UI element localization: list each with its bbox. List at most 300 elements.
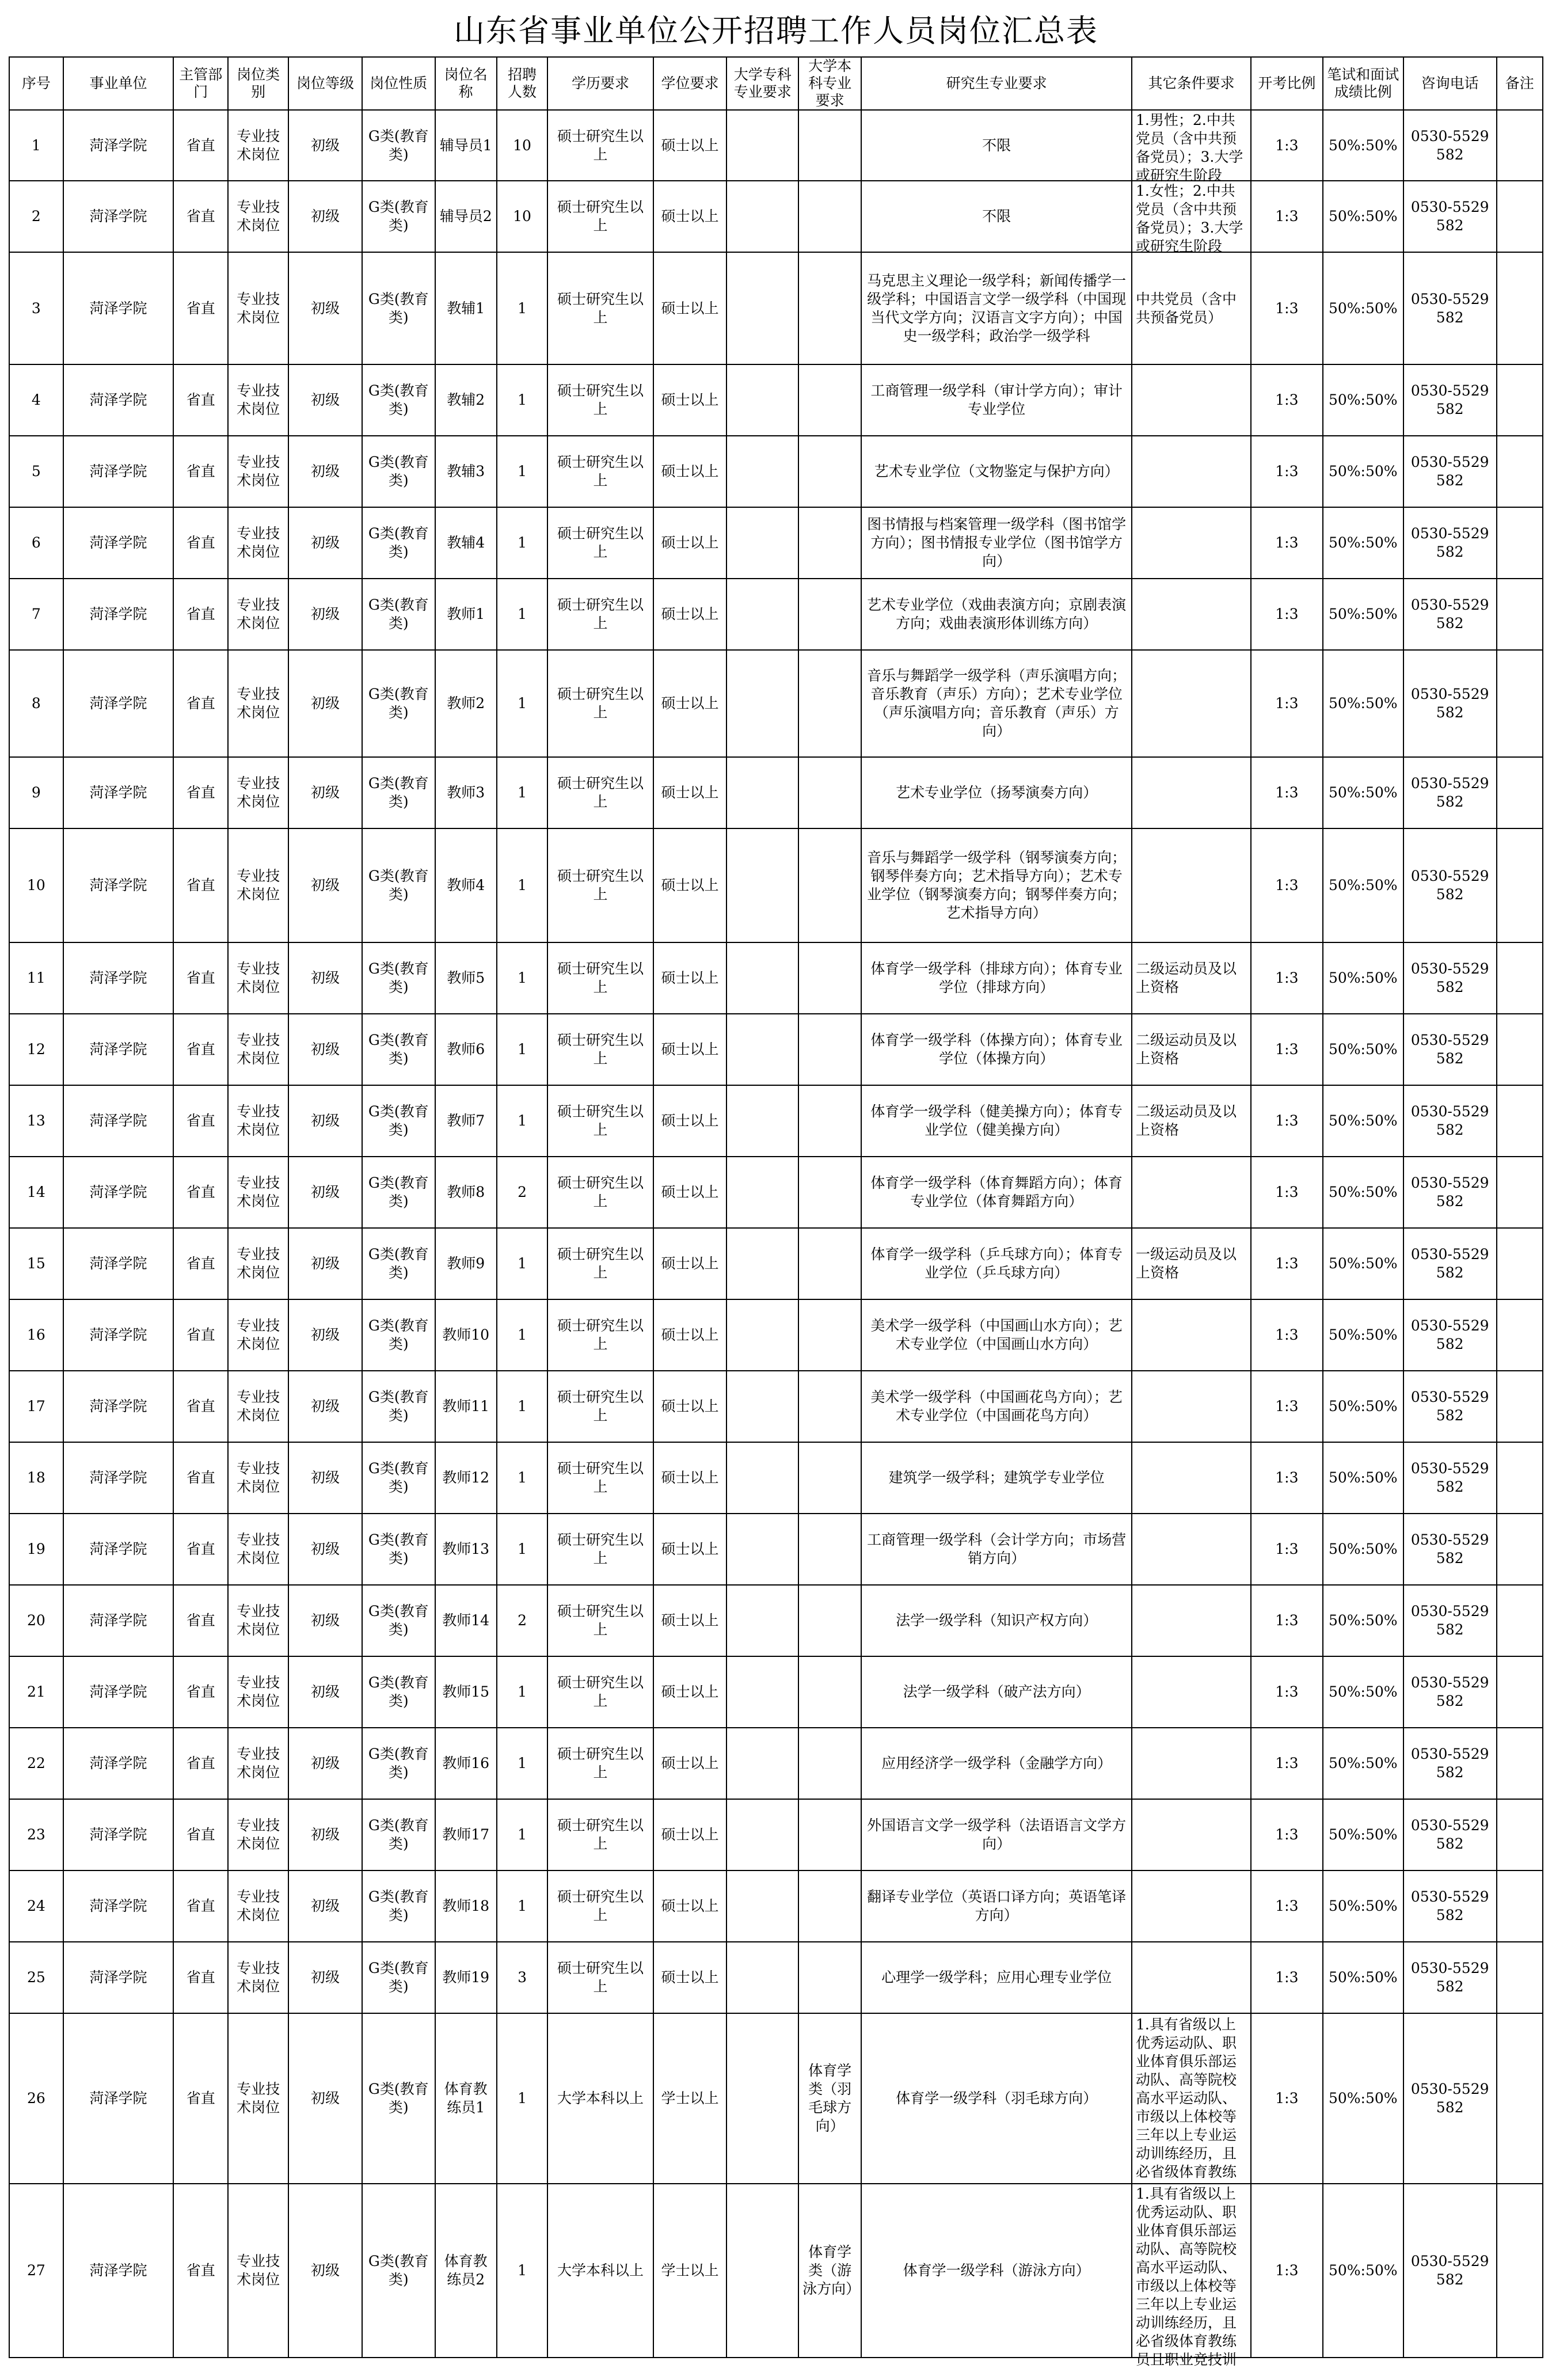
cell-degree: 学士以上 [653,2184,727,2358]
cell-count: 1 [497,757,548,828]
cell-phone: 0530-5529582 [1403,1371,1497,1442]
cell-degree: 硕士以上 [653,110,727,181]
cell-bachelor-major [798,436,861,507]
cell-no: 21 [9,1656,63,1728]
cell-nature: G类(教育类) [362,252,435,364]
cell-category: 专业技术岗位 [228,1799,288,1870]
cell-category: 专业技术岗位 [228,1942,288,2013]
cell-unit: 菏泽学院 [63,2184,174,2358]
cell-nature: G类(教育类) [362,1799,435,1870]
cell-count: 2 [497,1157,548,1228]
cell-position-name: 教师18 [435,1870,497,1942]
cell-no: 22 [9,1728,63,1799]
table-row [9,1585,1543,1656]
cell-junior-major [726,828,798,942]
cell-exam-ratio: 1:3 [1251,1157,1323,1228]
cell-category: 专业技术岗位 [228,2184,288,2358]
table-header-row [9,57,1543,110]
cell-exam-ratio: 1:3 [1251,1799,1323,1870]
cell-graduate-major: 体育学一级学科（乒乓球方向）；体育专业学位（乒乓球方向） [861,1228,1132,1299]
table-row [9,579,1543,650]
cell-dept: 省直 [173,436,228,507]
cell-position-name: 教辅2 [435,364,497,436]
cell-junior-major [726,757,798,828]
cell-nature: G类(教育类) [362,2013,435,2184]
cell-education: 硕士研究生以上 [547,507,653,579]
table-row [9,1442,1543,1514]
cell-degree: 硕士以上 [653,436,727,507]
cell-graduate-major: 心理学一级学科；应用心理专业学位 [861,1942,1132,2013]
col-header-other-conditions: 其它条件要求 [1132,57,1251,110]
cell-dept: 省直 [173,1799,228,1870]
cell-unit: 菏泽学院 [63,2013,174,2184]
cell-graduate-major: 艺术专业学位（扬琴演奏方向） [861,757,1132,828]
cell-exam-ratio: 1:3 [1251,1585,1323,1656]
cell-other-conditions [1132,1299,1251,1371]
cell-phone: 0530-5529582 [1403,828,1497,942]
cell-nature: G类(教育类) [362,1870,435,1942]
cell-category: 专业技术岗位 [228,507,288,579]
cell-junior-major [726,1870,798,1942]
cell-phone: 0530-5529582 [1403,181,1497,252]
cell-category: 专业技术岗位 [228,1870,288,1942]
table-row [9,364,1543,436]
cell-count: 1 [497,2184,548,2358]
cell-position-name: 教师11 [435,1371,497,1442]
cell-unit: 菏泽学院 [63,650,174,757]
cell-position-name: 教师16 [435,1728,497,1799]
cell-score-ratio: 50%:50% [1323,110,1403,181]
cell-exam-ratio: 1:3 [1251,1442,1323,1514]
cell-level: 初级 [288,1585,362,1656]
cell-other-conditions [1132,1728,1251,1799]
cell-degree: 硕士以上 [653,1870,727,1942]
cell-dept: 省直 [173,1085,228,1157]
cell-exam-ratio: 1:3 [1251,364,1323,436]
cell-count: 1 [497,1656,548,1728]
cell-degree: 硕士以上 [653,1014,727,1085]
cell-education: 硕士研究生以上 [547,828,653,942]
cell-category: 专业技术岗位 [228,436,288,507]
cell-count: 1 [497,1299,548,1371]
cell-junior-major [726,507,798,579]
cell-degree: 硕士以上 [653,579,727,650]
cell-category: 专业技术岗位 [228,1299,288,1371]
cell-unit: 菏泽学院 [63,757,174,828]
cell-score-ratio: 50%:50% [1323,2184,1403,2358]
cell-score-ratio: 50%:50% [1323,1085,1403,1157]
col-header-position-name: 岗位名称 [435,57,497,110]
table-row [9,1371,1543,1442]
cell-dept: 省直 [173,1942,228,2013]
cell-position-name: 辅导员2 [435,181,497,252]
table-row [9,1870,1543,1942]
cell-bachelor-major [798,1514,861,1585]
cell-bachelor-major [798,1371,861,1442]
cell-unit: 菏泽学院 [63,252,174,364]
cell-position-name: 教师13 [435,1514,497,1585]
cell-no: 13 [9,1085,63,1157]
cell-education: 硕士研究生以上 [547,1085,653,1157]
cell-note [1497,1157,1543,1228]
cell-degree: 硕士以上 [653,181,727,252]
cell-score-ratio: 50%:50% [1323,436,1403,507]
cell-note [1497,579,1543,650]
cell-category: 专业技术岗位 [228,1514,288,1585]
cell-phone: 0530-5529582 [1403,1228,1497,1299]
col-header-phone: 咨询电话 [1403,57,1497,110]
cell-level: 初级 [288,364,362,436]
cell-count: 1 [497,1870,548,1942]
cell-level: 初级 [288,1228,362,1299]
cell-degree: 学士以上 [653,2013,727,2184]
cell-level: 初级 [288,1371,362,1442]
cell-no: 27 [9,2184,63,2358]
cell-dept: 省直 [173,1656,228,1728]
cell-exam-ratio: 1:3 [1251,1514,1323,1585]
col-header-level: 岗位等级 [288,57,362,110]
cell-score-ratio: 50%:50% [1323,1728,1403,1799]
table-row [9,1228,1543,1299]
col-header-nature: 岗位性质 [362,57,435,110]
cell-other-conditions [1132,1656,1251,1728]
cell-exam-ratio: 1:3 [1251,1014,1323,1085]
table-row [9,1799,1543,1870]
cell-nature: G类(教育类) [362,1585,435,1656]
cell-note [1497,1656,1543,1728]
cell-note [1497,1228,1543,1299]
cell-count: 1 [497,1085,548,1157]
cell-note [1497,1014,1543,1085]
cell-education: 硕士研究生以上 [547,1585,653,1656]
cell-note [1497,110,1543,181]
cell-level: 初级 [288,1299,362,1371]
cell-phone: 0530-5529582 [1403,252,1497,364]
table-row [9,942,1543,1014]
cell-level: 初级 [288,2184,362,2358]
cell-degree: 硕士以上 [653,1085,727,1157]
cell-count: 1 [497,364,548,436]
cell-junior-major [726,942,798,1014]
cell-graduate-major: 音乐与舞蹈学一级学科（声乐演唱方向；音乐教育（声乐）方向）；艺术专业学位（声乐演唱方向；音乐教育（声乐）方向） [861,650,1132,757]
cell-education: 硕士研究生以上 [547,1870,653,1942]
cell-category: 专业技术岗位 [228,1014,288,1085]
cell-exam-ratio: 1:3 [1251,828,1323,942]
cell-education: 硕士研究生以上 [547,1442,653,1514]
cell-unit: 菏泽学院 [63,1371,174,1442]
cell-exam-ratio: 1:3 [1251,1299,1323,1371]
cell-count: 2 [497,1585,548,1656]
cell-no: 16 [9,1299,63,1371]
table-row [9,436,1543,507]
cell-category: 专业技术岗位 [228,1442,288,1514]
cell-degree: 硕士以上 [653,1942,727,2013]
cell-education: 大学本科以上 [547,2184,653,2358]
cell-level: 初级 [288,1799,362,1870]
cell-unit: 菏泽学院 [63,1799,174,1870]
cell-nature: G类(教育类) [362,1157,435,1228]
cell-education: 硕士研究生以上 [547,757,653,828]
cell-count: 1 [497,2013,548,2184]
table-row [9,1299,1543,1371]
cell-graduate-major: 体育学一级学科（体操方向）；体育专业学位（体操方向） [861,1014,1132,1085]
cell-education: 硕士研究生以上 [547,1514,653,1585]
cell-junior-major [726,1228,798,1299]
cell-position-name: 教辅3 [435,436,497,507]
cell-count: 1 [497,252,548,364]
cell-no: 26 [9,2013,63,2184]
cell-graduate-major: 法学一级学科（知识产权方向） [861,1585,1132,1656]
cell-other-conditions [1132,507,1251,579]
cell-other-conditions [1132,650,1251,757]
cell-score-ratio: 50%:50% [1323,1585,1403,1656]
recruitment-table [9,56,1543,2368]
cell-category: 专业技术岗位 [228,1085,288,1157]
table-row [9,1728,1543,1799]
cell-no: 11 [9,942,63,1014]
cell-degree: 硕士以上 [653,252,727,364]
cell-category: 专业技术岗位 [228,579,288,650]
cell-other-conditions [1132,436,1251,507]
cell-level: 初级 [288,1085,362,1157]
cell-position-name: 教师12 [435,1442,497,1514]
cell-other-conditions [1132,757,1251,828]
table-row [9,252,1543,364]
cell-phone: 0530-5529582 [1403,1014,1497,1085]
cell-level: 初级 [288,1656,362,1728]
col-header-education: 学历要求 [547,57,653,110]
table-row [9,1157,1543,1228]
cell-junior-major [726,364,798,436]
cell-exam-ratio: 1:3 [1251,1371,1323,1442]
cell-bachelor-major [798,1442,861,1514]
cell-education: 硕士研究生以上 [547,1014,653,1085]
cell-category: 专业技术岗位 [228,1371,288,1442]
cell-no: 6 [9,507,63,579]
cell-note [1497,1870,1543,1942]
cell-count: 10 [497,110,548,181]
cell-no: 8 [9,650,63,757]
cell-dept: 省直 [173,1157,228,1228]
cell-education: 大学本科以上 [547,2013,653,2184]
cell-nature: G类(教育类) [362,757,435,828]
cell-graduate-major: 体育学一级学科（排球方向）；体育专业学位（排球方向） [861,942,1132,1014]
table-row [9,650,1543,757]
cell-junior-major [726,1942,798,2013]
cell-phone: 0530-5529582 [1403,1514,1497,1585]
cell-graduate-major: 不限 [861,110,1132,181]
cell-level: 初级 [288,828,362,942]
cell-junior-major [726,436,798,507]
cell-education: 硕士研究生以上 [547,110,653,181]
cell-bachelor-major [798,828,861,942]
cell-count: 1 [497,942,548,1014]
cell-graduate-major: 工商管理一级学科（审计学方向）；审计专业学位 [861,364,1132,436]
col-header-category: 岗位类别 [228,57,288,110]
cell-education: 硕士研究生以上 [547,1157,653,1228]
cell-graduate-major: 外国语言文学一级学科（法语语言文学方向） [861,1799,1132,1870]
cell-count: 1 [497,1228,548,1299]
cell-education: 硕士研究生以上 [547,579,653,650]
cell-junior-major [726,1371,798,1442]
cell-note [1497,828,1543,942]
cell-graduate-major: 马克思主义理论一级学科；新闻传播学一级学科；中国语言文学一级学科（中国现当代文学方向；汉语言文字方向）；中国史一级学科；政治学一级学科 [861,252,1132,364]
cell-category: 专业技术岗位 [228,1656,288,1728]
cell-unit: 菏泽学院 [63,942,174,1014]
cell-no: 14 [9,1157,63,1228]
cell-score-ratio: 50%:50% [1323,1014,1403,1085]
cell-dept: 省直 [173,181,228,252]
cell-degree: 硕士以上 [653,507,727,579]
cell-bachelor-major [798,507,861,579]
cell-unit: 菏泽学院 [63,1299,174,1371]
cell-score-ratio: 50%:50% [1323,942,1403,1014]
cell-exam-ratio: 1:3 [1251,757,1323,828]
cell-level: 初级 [288,110,362,181]
cell-score-ratio: 50%:50% [1323,2013,1403,2184]
cell-level: 初级 [288,757,362,828]
cell-dept: 省直 [173,1442,228,1514]
cell-junior-major [726,1442,798,1514]
cell-graduate-major: 应用经济学一级学科（金融学方向） [861,1728,1132,1799]
cell-unit: 菏泽学院 [63,110,174,181]
col-header-score-ratio: 笔试和面试成绩比例 [1323,57,1403,110]
cell-position-name: 教师8 [435,1157,497,1228]
cell-level: 初级 [288,1728,362,1799]
cell-degree: 硕士以上 [653,1728,727,1799]
cell-graduate-major: 美术学一级学科（中国画花鸟方向）；艺术专业学位（中国画花鸟方向） [861,1371,1132,1442]
cell-bachelor-major [798,110,861,181]
cell-level: 初级 [288,252,362,364]
cell-nature: G类(教育类) [362,1656,435,1728]
cell-phone: 0530-5529582 [1403,2184,1497,2358]
cell-position-name: 体育教练员1 [435,2013,497,2184]
col-header-degree: 学位要求 [653,57,727,110]
cell-graduate-major: 美术学一级学科（中国画山水方向）；艺术专业学位（中国画山水方向） [861,1299,1132,1371]
cell-dept: 省直 [173,2184,228,2358]
cell-graduate-major: 体育学一级学科（羽毛球方向） [861,2013,1132,2184]
cell-count: 1 [497,828,548,942]
cell-score-ratio: 50%:50% [1323,1442,1403,1514]
cell-nature: G类(教育类) [362,1299,435,1371]
cell-position-name: 教师10 [435,1299,497,1371]
cell-category: 专业技术岗位 [228,757,288,828]
cell-note [1497,1514,1543,1585]
table-row [9,110,1543,181]
cell-note [1497,1085,1543,1157]
cell-bachelor-major [798,1085,861,1157]
col-header-exam-ratio: 开考比例 [1251,57,1323,110]
cell-level: 初级 [288,1942,362,2013]
cell-exam-ratio: 1:3 [1251,650,1323,757]
cell-dept: 省直 [173,1514,228,1585]
cell-position-name: 体育教练员2 [435,2184,497,2358]
cell-count: 1 [497,1799,548,1870]
cell-note [1497,1299,1543,1371]
cell-position-name: 教师7 [435,1085,497,1157]
cell-nature: G类(教育类) [362,942,435,1014]
cell-level: 初级 [288,507,362,579]
cell-no: 10 [9,828,63,942]
cell-score-ratio: 50%:50% [1323,1157,1403,1228]
cell-category: 专业技术岗位 [228,1157,288,1228]
cell-nature: G类(教育类) [362,507,435,579]
cell-degree: 硕士以上 [653,1442,727,1514]
cell-category: 专业技术岗位 [228,252,288,364]
cell-note [1497,1585,1543,1656]
cell-phone: 0530-5529582 [1403,1656,1497,1728]
cell-level: 初级 [288,1870,362,1942]
cell-junior-major [726,1514,798,1585]
cell-phone: 0530-5529582 [1403,1942,1497,2013]
cell-phone: 0530-5529582 [1403,1870,1497,1942]
cell-exam-ratio: 1:3 [1251,1728,1323,1799]
cell-score-ratio: 50%:50% [1323,1656,1403,1728]
cell-no: 1 [9,110,63,181]
cell-education: 硕士研究生以上 [547,364,653,436]
cell-exam-ratio: 1:3 [1251,181,1323,252]
cell-bachelor-major [798,1014,861,1085]
cell-phone: 0530-5529582 [1403,1799,1497,1870]
cell-bachelor-major [798,1228,861,1299]
cell-phone: 0530-5529582 [1403,1299,1497,1371]
cell-graduate-major: 艺术专业学位（戏曲表演方向；京剧表演方向；戏曲表演形体训练方向） [861,579,1132,650]
cell-dept: 省直 [173,828,228,942]
cell-other-conditions [1132,1585,1251,1656]
cell-level: 初级 [288,1014,362,1085]
cell-other-conditions: 1.男性；2.中共党员（含中共预备党员）；3.大学或研究生阶段 [1132,110,1251,181]
table-row [9,828,1543,942]
cell-no: 18 [9,1442,63,1514]
cell-category: 专业技术岗位 [228,1585,288,1656]
cell-position-name: 教辅1 [435,252,497,364]
cell-degree: 硕士以上 [653,1371,727,1442]
cell-nature: G类(教育类) [362,1442,435,1514]
cell-nature: G类(教育类) [362,110,435,181]
table-row [9,1085,1543,1157]
col-header-note: 备注 [1497,57,1543,110]
cell-no: 15 [9,1228,63,1299]
cell-other-conditions [1132,1942,1251,2013]
cell-phone: 0530-5529582 [1403,2013,1497,2184]
table-row [9,2013,1543,2184]
cell-degree: 硕士以上 [653,1585,727,1656]
cell-category: 专业技术岗位 [228,828,288,942]
cell-unit: 菏泽学院 [63,1442,174,1514]
cell-exam-ratio: 1:3 [1251,252,1323,364]
cell-other-conditions: 中共党员（含中共预备党员） [1132,252,1251,364]
table-row [9,1514,1543,1585]
cell-count: 1 [497,507,548,579]
cell-nature: G类(教育类) [362,579,435,650]
cell-count: 1 [497,436,548,507]
cell-bachelor-major [798,1157,861,1228]
cell-phone: 0530-5529582 [1403,1585,1497,1656]
cell-score-ratio: 50%:50% [1323,181,1403,252]
col-header-no: 序号 [9,57,63,110]
cell-dept: 省直 [173,1371,228,1442]
cell-degree: 硕士以上 [653,828,727,942]
cell-position-name: 教师4 [435,828,497,942]
cell-nature: G类(教育类) [362,1942,435,2013]
cell-other-conditions: 二级运动员及以上资格 [1132,942,1251,1014]
table-row [9,1942,1543,2013]
cell-unit: 菏泽学院 [63,1514,174,1585]
cell-exam-ratio: 1:3 [1251,1656,1323,1728]
cell-degree: 硕士以上 [653,1656,727,1728]
cell-dept: 省直 [173,1299,228,1371]
cell-degree: 硕士以上 [653,364,727,436]
